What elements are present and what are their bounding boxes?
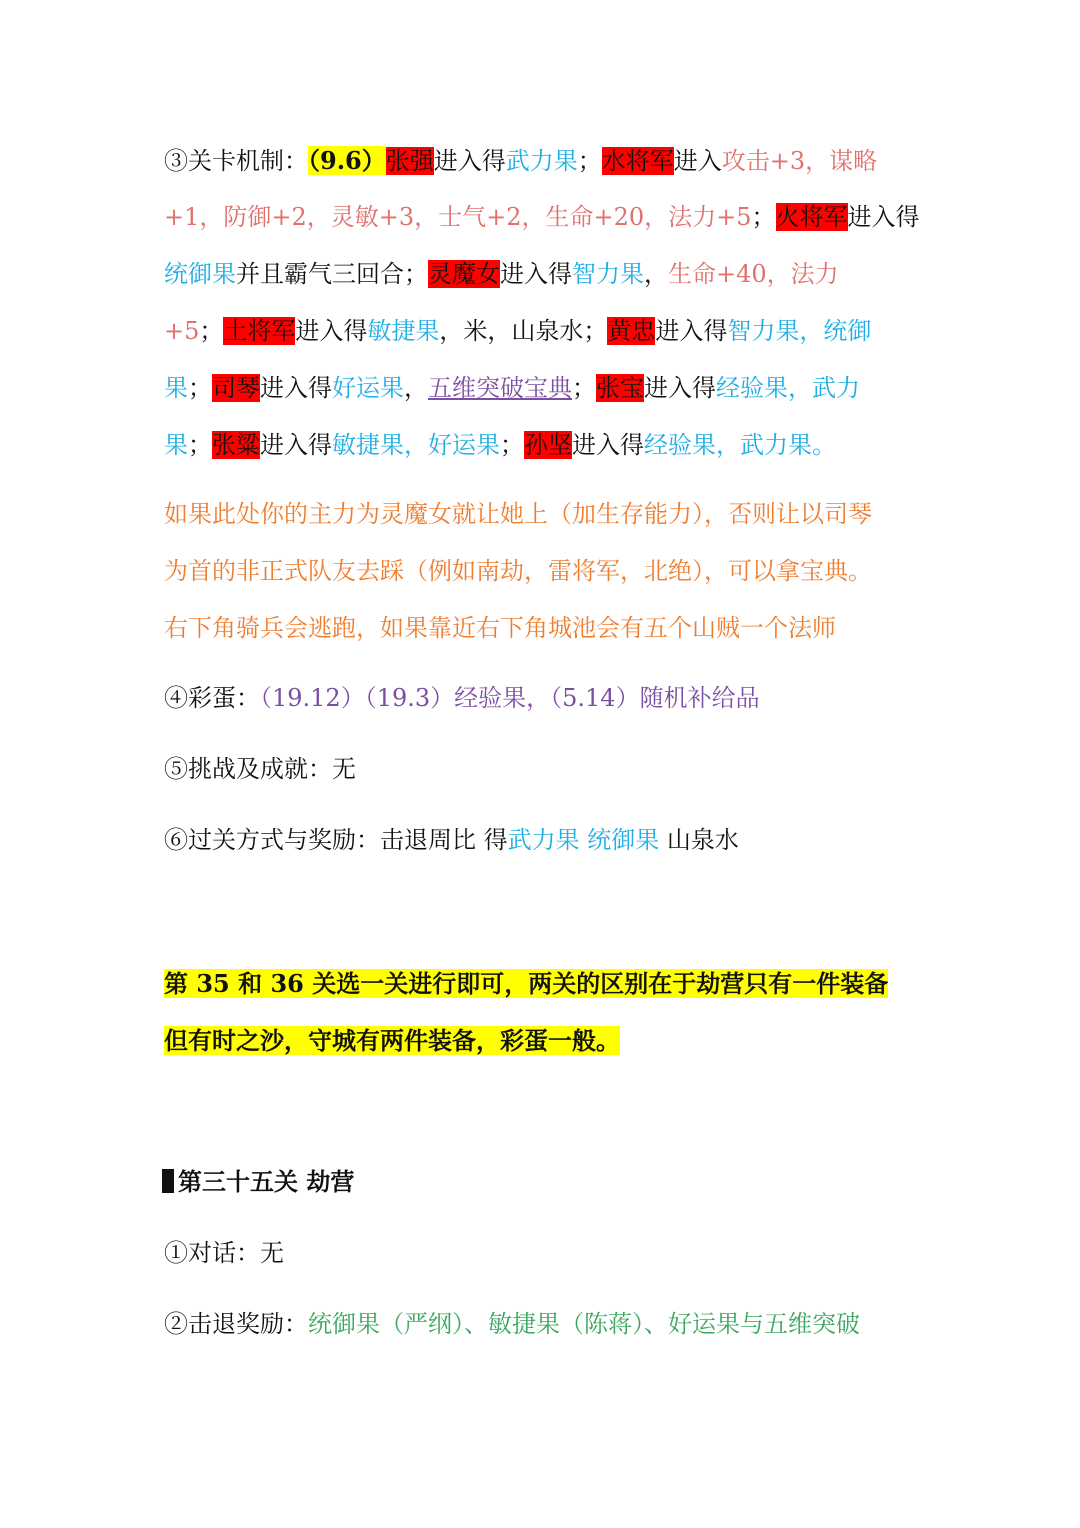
fruit-reward: 果 [164, 374, 188, 402]
fruit-reward: 智力果，统御 [727, 317, 872, 345]
section-4-label: ④彩蛋： [164, 684, 260, 712]
note-line-1 [164, 955, 924, 1012]
text: 进入得 [433, 147, 506, 175]
text: 进入得 [260, 374, 332, 402]
level-choice-note [164, 955, 924, 1069]
level-35-dialog [164, 1236, 924, 1270]
npc-name: 司琴 [212, 374, 260, 402]
stat-bonus: 生命+40，法力 [668, 260, 839, 288]
fruit-reward: 武力果 [505, 147, 578, 175]
text: 进入得 [500, 260, 572, 288]
npc-name: 黄忠 [607, 317, 656, 345]
mechanics-line-6 [164, 417, 924, 474]
text: ； [188, 431, 212, 459]
easter-egg-value: （19.12）（19.3）经验果，（5.14）随机补给品 [260, 684, 760, 712]
section-5-challenge [164, 752, 924, 786]
note-line-2 [164, 1012, 924, 1069]
text: 进入得 [644, 374, 716, 402]
npc-name: 张宝 [596, 374, 644, 402]
stat-bonus: +5 [164, 317, 200, 345]
level-35-reward [164, 1307, 924, 1341]
section-3-mechanics [164, 132, 924, 474]
text: 进入得 [572, 431, 644, 459]
section-4-easter-egg [164, 681, 924, 715]
mechanics-line-5 [164, 360, 924, 417]
mechanics-line-4 [164, 303, 924, 360]
tip-line-3: 右下角骑兵会逃跑，如果靠近右下角城池会有五个山贼一个法师 [164, 614, 836, 642]
text: 进入得 [655, 317, 728, 345]
fruit-reward: 统御果 [164, 260, 236, 288]
fruit-reward: 经验果，武力果。 [644, 431, 836, 459]
text: ，米，山泉水； [439, 317, 608, 345]
fruit-reward: 智力果 [572, 260, 644, 288]
note-line-2-text: 但有时之沙，守城有两件装备，彩蛋一般。 [164, 1026, 620, 1055]
heading-marker-icon [162, 1169, 174, 1193]
text: ， [644, 260, 668, 288]
npc-name: 张粱 [212, 431, 260, 459]
mechanics-line-1 [164, 132, 924, 189]
text: ； [188, 374, 212, 402]
level-35-heading [162, 1165, 922, 1199]
npc-name: 土将军 [223, 317, 296, 345]
fruit-reward: 武力果 [507, 826, 580, 854]
section-5-text: ⑤挑战及成就：无 [164, 755, 356, 783]
text: 进入得 [295, 317, 368, 345]
text: 并且霸气三回合； [236, 260, 428, 288]
mechanics-line-2 [164, 189, 924, 246]
npc-name: 火将军 [775, 203, 848, 231]
text: 进入得 [847, 203, 920, 231]
tip-line-2: 为首的非正式队友去踩（例如南劫，雷将军，北绝），可以拿宝典。 [164, 557, 872, 585]
mechanics-line-3 [164, 246, 924, 303]
fruit-reward: 敏捷果 [367, 317, 440, 345]
npc-name: 水将军 [601, 147, 674, 175]
npc-name: 孙坚 [524, 431, 572, 459]
text: ； [572, 374, 596, 402]
text: ， [404, 374, 428, 402]
stat-bonus: 攻击+3，谋略 [721, 147, 878, 175]
stat-bonus: +1，防御+2，灵敏+3，士气+2，生命+20，法力+5 [164, 203, 752, 231]
text: ； [577, 147, 602, 175]
level-35-title: 第三十五关 劫营 [178, 1167, 355, 1196]
text: ； [500, 431, 524, 459]
tip-line-1: 如果此处你的主力为灵魔女就让她上（加生存能力），否则让以司琴 [164, 500, 872, 528]
coordinate: （9.6） [308, 146, 386, 175]
note-line-1-text: 第 35 和 36 关选一关进行即可，两关的区别在于劫营只有一件装备 [164, 969, 889, 998]
text: 进入得 [260, 431, 332, 459]
text: ； [751, 203, 776, 231]
text: ； [199, 317, 224, 345]
reward-rest: 山泉水 [659, 826, 739, 854]
book-reward-link[interactable]: 五维突破宝典 [428, 374, 572, 402]
section-6-label: ⑥过关方式与奖励：击退周比 得 [164, 826, 508, 854]
npc-name: 灵魔女 [428, 260, 500, 288]
fruit-reward: 果 [164, 431, 188, 459]
dialog-text: ①对话：无 [164, 1239, 284, 1267]
strategy-tip [164, 486, 924, 657]
fruit-reward: 经验果，武力 [716, 374, 860, 402]
fruit-reward: 统御果 [587, 826, 660, 854]
reward-value: 统御果（严纲）、敏捷果（陈蒋）、好运果与五维突破 [308, 1310, 860, 1338]
text: 进入 [673, 147, 722, 175]
section-6-clear-reward [164, 823, 924, 857]
fruit-reward: 好运果 [332, 374, 404, 402]
fruit-reward: 敏捷果，好运果 [332, 431, 500, 459]
section-3-label: ③关卡机制： [164, 147, 308, 175]
reward-label: ②击退奖励： [164, 1310, 308, 1338]
npc-name: 张强 [385, 147, 434, 175]
